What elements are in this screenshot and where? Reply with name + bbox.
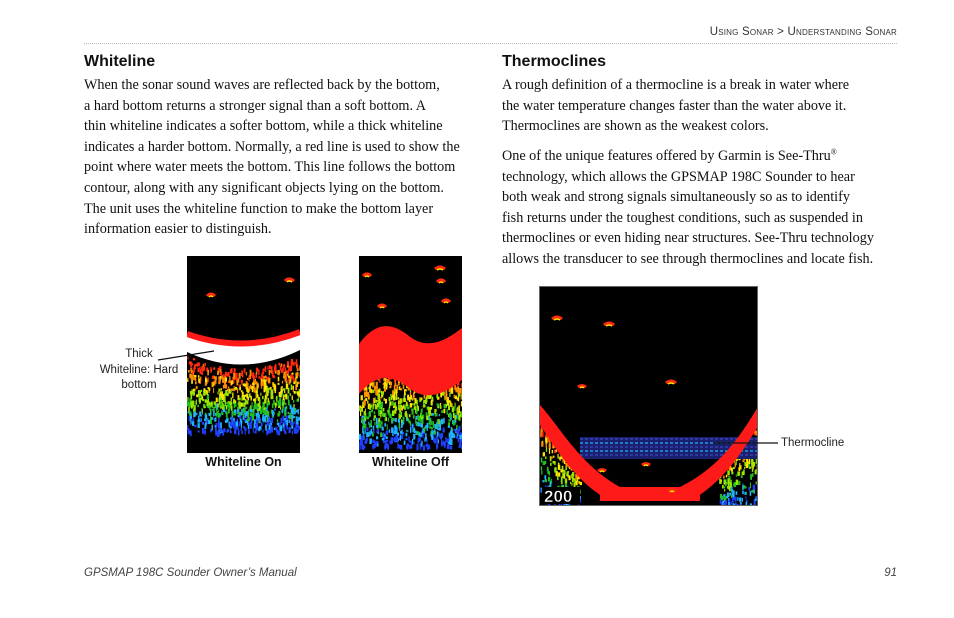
depth-readout: 200 (544, 487, 573, 506)
sonar-whiteline-off-graphic (359, 256, 462, 453)
whiteline-line: indicates a harder bottom. Normally, a red line is used to show the (84, 138, 460, 155)
fish-arch (207, 294, 215, 297)
fish-arch (578, 386, 586, 389)
fish-arch (604, 323, 614, 326)
thermo-line: technology, which allows the GPSMAP 198C Sounder to hear (502, 168, 855, 185)
thermo-line (502, 146, 874, 167)
thermocline-callout: Thermocline (781, 437, 845, 449)
fish-arch (666, 381, 676, 384)
sonar-whiteline-off (359, 256, 462, 453)
whiteline-line: thin whiteline indicates a softer bottom, while a thick whiteline (84, 118, 443, 135)
caption-whiteline-off: Whiteline Off (371, 455, 450, 469)
thermoclines-heading: Thermoclines (502, 53, 607, 70)
fish-arch (435, 267, 445, 270)
thermo-line: allows the transducer to see through thermoclines and locate fish. (502, 250, 874, 267)
fish-arch (437, 280, 445, 283)
fish-arch (642, 464, 650, 467)
page-number: 91 (884, 567, 897, 579)
sonar-thermocline (539, 286, 758, 506)
thermo-line: thermoclines or even hiding near structures. See-Thru technology (502, 230, 874, 247)
whiteline-line: point where water meets the bottom. This line follows the bottom (84, 159, 456, 176)
whiteline-line: a hard bottom returns a stronger signal than a soft bottom. A (84, 97, 427, 114)
callout-line: Thick (125, 348, 153, 360)
sonar-whiteline-on (187, 256, 300, 453)
whiteline-line: The unit uses the whiteline function to make the bottom layer (84, 200, 434, 217)
whiteline-line: When the sonar sound waves are reflected back by the bottom, (84, 77, 440, 93)
whiteline-line: information easier to distinguish. (84, 221, 272, 238)
sonar-thermocline-graphic (540, 287, 758, 506)
whiteline-heading: Whiteline (84, 53, 156, 70)
thermoclines-paragraph-1 (502, 75, 849, 137)
caption-whiteline-on: Whiteline On (205, 455, 282, 469)
thermo-line: Thermoclines are shown as the weakest colors. (502, 118, 769, 135)
bottom-red-band (359, 326, 462, 395)
fish-arch (668, 490, 676, 493)
fish-arch (285, 279, 294, 282)
sonar-clutter (187, 357, 300, 437)
header-rule (84, 43, 897, 44)
thermo-line: both weak and strong signals simultaneously so as to identify (502, 189, 850, 206)
thermoclines-paragraph-2 (502, 146, 874, 270)
header-section: Using Sonar (709, 26, 774, 38)
see-thru-text: One of the unique features offered by Garmin is See-Thru (502, 148, 831, 164)
footer-manual-title: GPSMAP 198C Sounder Owner’s Manual (84, 567, 297, 579)
header-subsection: Understanding Sonar (787, 26, 897, 38)
fish-arch (552, 317, 562, 320)
thermo-line: fish returns under the toughest conditions, such as suspended in (502, 209, 863, 226)
fish-arch (598, 470, 606, 473)
sonar-whiteline-on-graphic (187, 256, 300, 453)
thick-whiteline-callout (94, 347, 184, 394)
registered-mark: ® (830, 147, 837, 157)
callout-line: Whiteline: Hard (99, 363, 179, 376)
thermo-line: A rough definition of a thermocline is a break in water where (502, 77, 850, 93)
callout-line: bottom (121, 379, 157, 391)
fish-arch (378, 305, 386, 308)
fish-arch (363, 274, 371, 277)
header-separator: > (777, 26, 785, 38)
whiteline-line: contour, along with any significant objects lying on the bottom. (84, 179, 444, 196)
whiteline-paragraph (84, 75, 460, 240)
thermo-line: the water temperature changes faster than the water above it. (502, 97, 847, 114)
bottom-red-band-floor (600, 487, 700, 501)
fish-arch (442, 300, 450, 303)
running-header (0, 26, 897, 38)
